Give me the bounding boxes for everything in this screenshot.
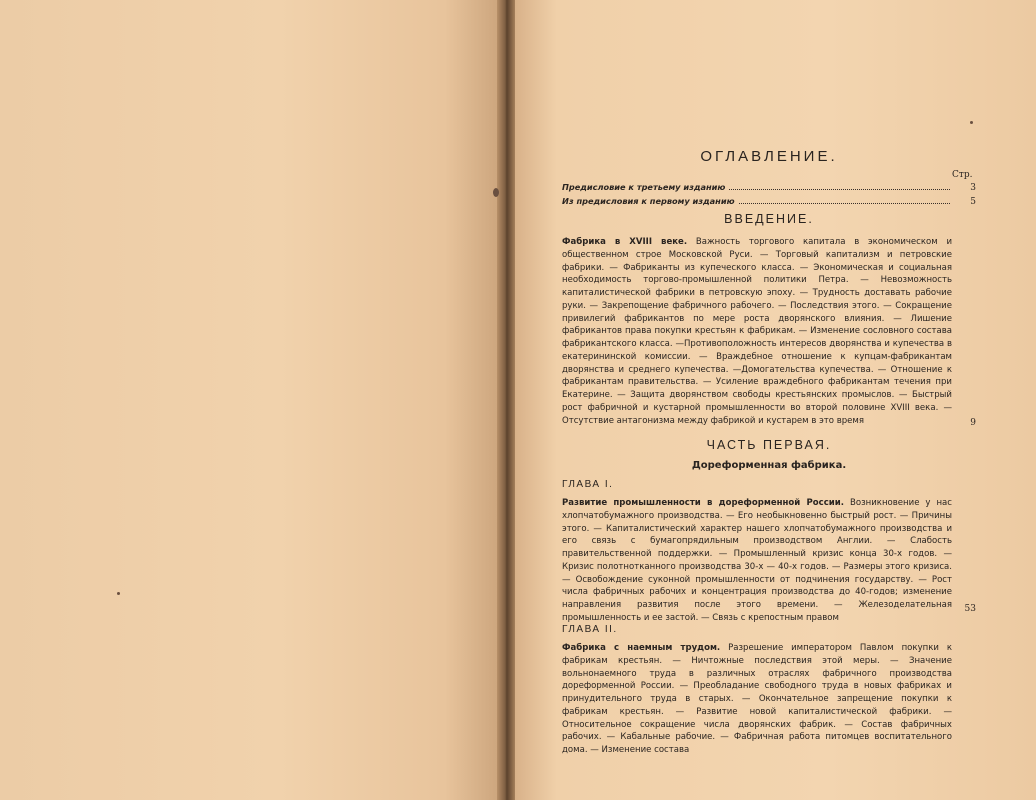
entry-summary-text: Возникновение у нас хлопчатобумажного производства. — Его необыкновенно быстрый рост. — Причины этого. — Капиталистический характер нашего хлопчатобумажного производства и его связь с бумагопрядильным производством Англии. — Слабость правительственной поддержки. — Промышленный кризис конца 30-х годов. — Кризис полотнотканного производства 30-х — 40-х годов. — Размеры этого кризиса. — Освобождение суконной промышленности от подчинения государству. — Рост числа фабричных рабочих и концентрация производства до 40-годов; изменение направления развития после этого времени. — Железоделательная промышленность и ее застой. — Связь с крепостным правом [562, 498, 952, 623]
left-page-blank [0, 0, 505, 800]
dot-leader [739, 203, 950, 204]
chapter-label-1: ГЛАВА I. [562, 479, 614, 490]
toc-entry-preface-first[interactable] [562, 195, 976, 209]
section-heading-introduction: ВВЕДЕНИЕ. [724, 212, 814, 226]
part-subheading: Дореформенная фабрика. [691, 460, 847, 471]
part-heading: ЧАСТЬ ПЕРВАЯ. [706, 438, 832, 452]
toc-entry-page: 9 [970, 418, 976, 428]
paper-speck [493, 188, 499, 197]
toc-entry-page: 3 [970, 183, 976, 193]
toc-entry-title: Из предисловия к первому изданию [562, 196, 735, 206]
toc-title: ОГЛАВЛЕНИЕ. [700, 148, 838, 165]
toc-entry-introduction[interactable] [562, 236, 952, 427]
page-column-label: Стр. [952, 170, 973, 180]
entry-summary-text: Важность торгового капитала в экономическом и общественном строе Московской Руси. — Торговый капитализм и петровские фабрики. — Фабриканты из купеческого класса. — Экономическая и социальная необходимость торгово-промышленной политики Петра. — Невозможность капиталистической фабрики в петровскую эпоху. — Трудность доставать рабочие руки. — Закрепощение фабричного рабочего. — Последствия этого. — Сокращение привилегий фабрикантов по мере роста дворянского влияния. — Лишение фабрикантов права покупки крестьян к фабрикам. — Изменение сословного состава фабрикантского класса. —Противоположность интересов дворянства и купечества в екатерининской комиссии. — Враждебное отношение к купцам-фабрикантам дворянства и среднего купечества. —Домогательства купечества. — Отношение к фабрикантам правительства. — Усиление враждебного фабрикантам течения при Екатерине. — Защита дворянством свободы крестьянских промыслов. — Быстрый рост фабричной и кустарной промышленности во второй половине XVIII века. — Отсутствие антагонизма между фабрикой и кустарем в это время [562, 237, 953, 426]
toc-entry-chapter-2[interactable] [562, 642, 952, 757]
entry-lead-title: Фабрика в XVIII веке. [562, 237, 688, 247]
entry-lead-title: Развитие промышленности в дореформенной России. [562, 498, 845, 508]
toc-entry-page: 53 [964, 604, 976, 614]
toc-entry-chapter-1[interactable] [562, 497, 952, 625]
toc-entry-title: Предисловие к третьему изданию [562, 182, 726, 192]
book-gutter [497, 0, 515, 800]
toc-entry-preface-third[interactable] [562, 181, 976, 195]
entry-lead-title: Фабрика с наемным трудом. [562, 643, 721, 653]
paper-speck [970, 121, 973, 124]
entry-summary-text: Разрешение императором Павлом покупки к фабрикам крестьян. — Ничтожные последствия этой меры. — Значение вольнонаемного труда в различных отраслях фабричного производства дореформенной России. — Преобладание свободного труда в новых фабриках и принудительного труда в старых. — Окончательное запрещение покупки к фабрикам крестьян. — Развитие новой капиталистической фабрики. —Относительное сокращение числа дворянских фабрик. — Состав фабричных рабочих. — Кабальные рабочие. — Фабричная работа питомцев воспитательного дома. — Изменение состава [562, 643, 953, 755]
chapter-label-2: ГЛАВА II. [562, 624, 618, 635]
toc-entry-page: 5 [970, 197, 976, 207]
paper-speck [117, 592, 120, 595]
dot-leader [729, 189, 950, 190]
